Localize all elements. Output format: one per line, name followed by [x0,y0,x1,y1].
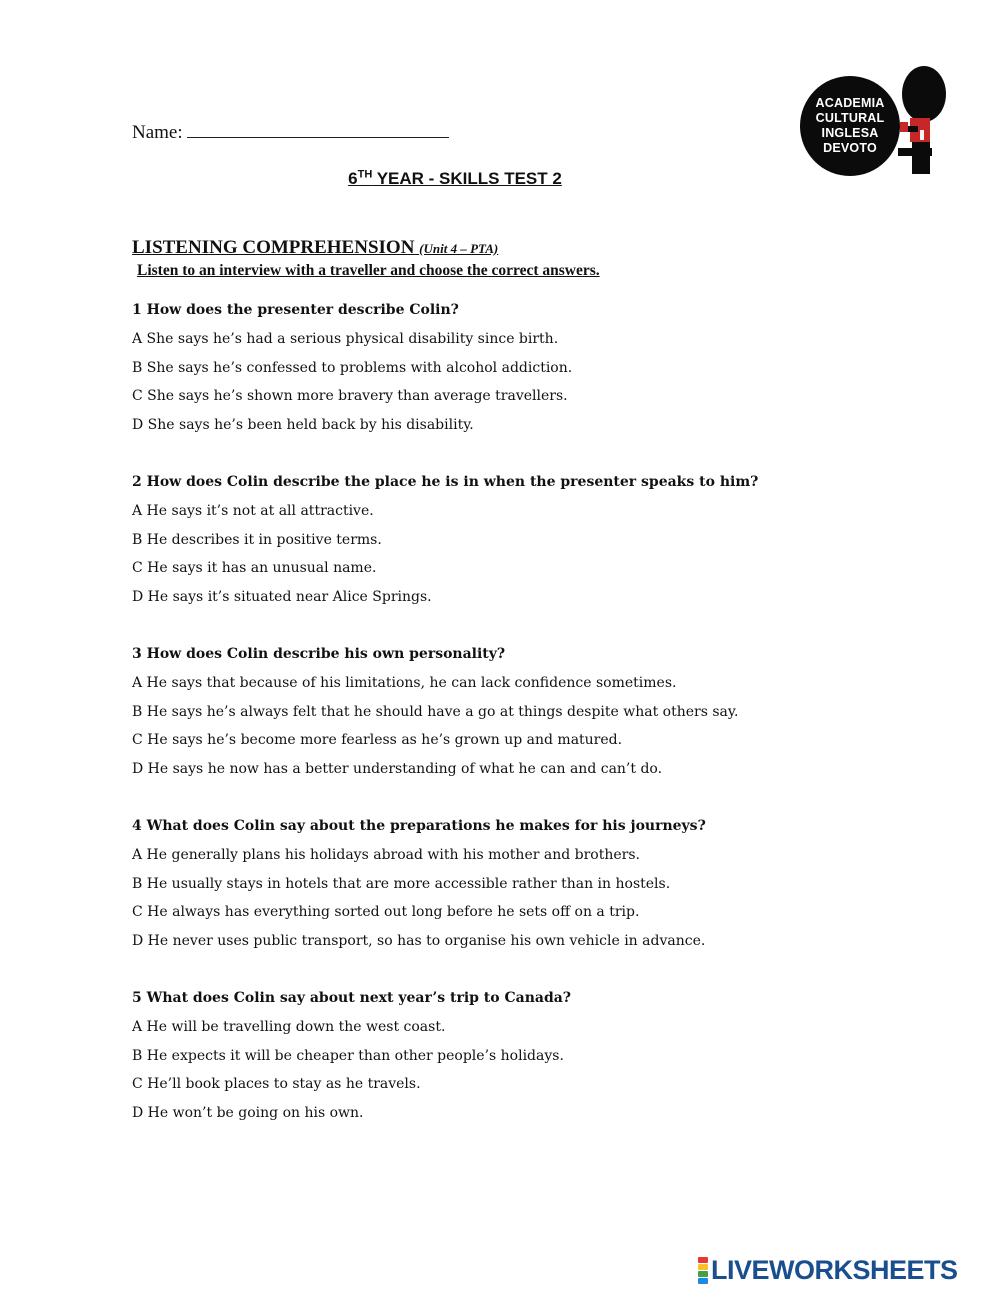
title-text: YEAR - SKILLS TEST 2 [372,168,562,188]
question-1 [132,300,572,443]
option-a[interactable]: A He says it’s not at all attractive. [132,503,374,519]
question-stem: 3 How does Colin describe his own personality? [132,646,506,662]
question-4 [132,816,706,959]
logo-line-4: DEVOTO [823,141,877,155]
school-logo [798,64,950,180]
live-blocks-icon [698,1257,708,1284]
question-stem: 1 How does the presenter describe Colin? [132,302,459,318]
option-c[interactable]: C She says he’s shown more bravery than average travellers. [132,388,568,405]
option-a[interactable]: A He will be travelling down the west coast. [132,1019,446,1035]
option-a[interactable]: A He says that because of his limitations, he can lack confidence sometimes. [132,675,677,691]
option-b[interactable]: B He usually stays in hotels that are more accessible rather than in hostels. [132,875,671,892]
question-stem: 5 What does Colin say about next year’s trip to Canada? [132,990,572,1006]
option-b[interactable]: B He expects it will be cheaper than other people’s holidays. [132,1047,564,1064]
brand-text: LIVEWORKSHEETS [711,1255,958,1285]
option-d[interactable]: D She says he’s been held back by his disability. [132,416,474,433]
option-a[interactable]: A She says he’s had a serious physical disability since birth. [132,331,559,347]
logo-line-3: INGLESA [821,126,879,140]
option-d[interactable]: D He won’t be going on his own. [132,1104,364,1121]
option-c[interactable]: C He says it has an unusual name. [132,560,377,577]
question-2 [132,472,758,615]
section-subtitle: (Unit 4 – PTA) [419,241,499,256]
name-field[interactable] [132,121,449,144]
question-stem: 4 What does Colin say about the preparations he makes for his journeys? [132,818,706,834]
logo-circle [800,76,900,176]
live-block-v [698,1271,708,1277]
name-label: Name: [132,122,183,143]
logo-line-2: CULTURAL [815,111,885,125]
title-superscript: TH [357,168,373,180]
liveworksheets-logo[interactable] [698,1256,958,1284]
option-b[interactable]: B She says he’s confessed to problems with alcohol addiction. [132,359,573,376]
logo-line-1: ACADEMIA [815,96,885,110]
section-title: LISTENING COMPREHENSION [132,237,415,258]
option-b[interactable]: B He describes it in positive terms. [132,531,382,548]
option-c[interactable]: C He’ll book places to stay as he travels. [132,1076,421,1093]
option-c[interactable]: C He says he’s become more fearless as he’s grown up and matured. [132,732,623,749]
question-stem: 2 How does Colin describe the place he is in when the presenter speaks to him? [132,474,759,490]
option-a[interactable]: A He generally plans his holidays abroad with his mother and brothers. [132,847,640,863]
option-c[interactable]: C He always has everything sorted out long before he sets off on a trip. [132,904,640,921]
title-number: 6 [348,168,358,188]
section-heading [132,237,498,259]
option-b[interactable]: B He says he’s always felt that he should have a go at things despite what others say. [132,703,739,720]
royal-guard-icon [890,64,948,178]
live-block-l [698,1257,708,1263]
live-block-e [698,1278,708,1284]
option-d[interactable]: D He says it’s situated near Alice Springs. [132,588,432,605]
option-d[interactable]: D He never uses public transport, so has to organise his own vehicle in advance. [132,932,706,949]
live-block-i [698,1264,708,1270]
question-3 [132,644,738,787]
question-5 [132,988,571,1131]
instruction-text: Listen to an interview with a traveller and choose the correct answers. [137,262,600,279]
test-title [0,168,910,189]
name-blank-line[interactable] [187,121,449,138]
option-d[interactable]: D He says he now has a better understanding of what he can and can’t do. [132,760,663,777]
